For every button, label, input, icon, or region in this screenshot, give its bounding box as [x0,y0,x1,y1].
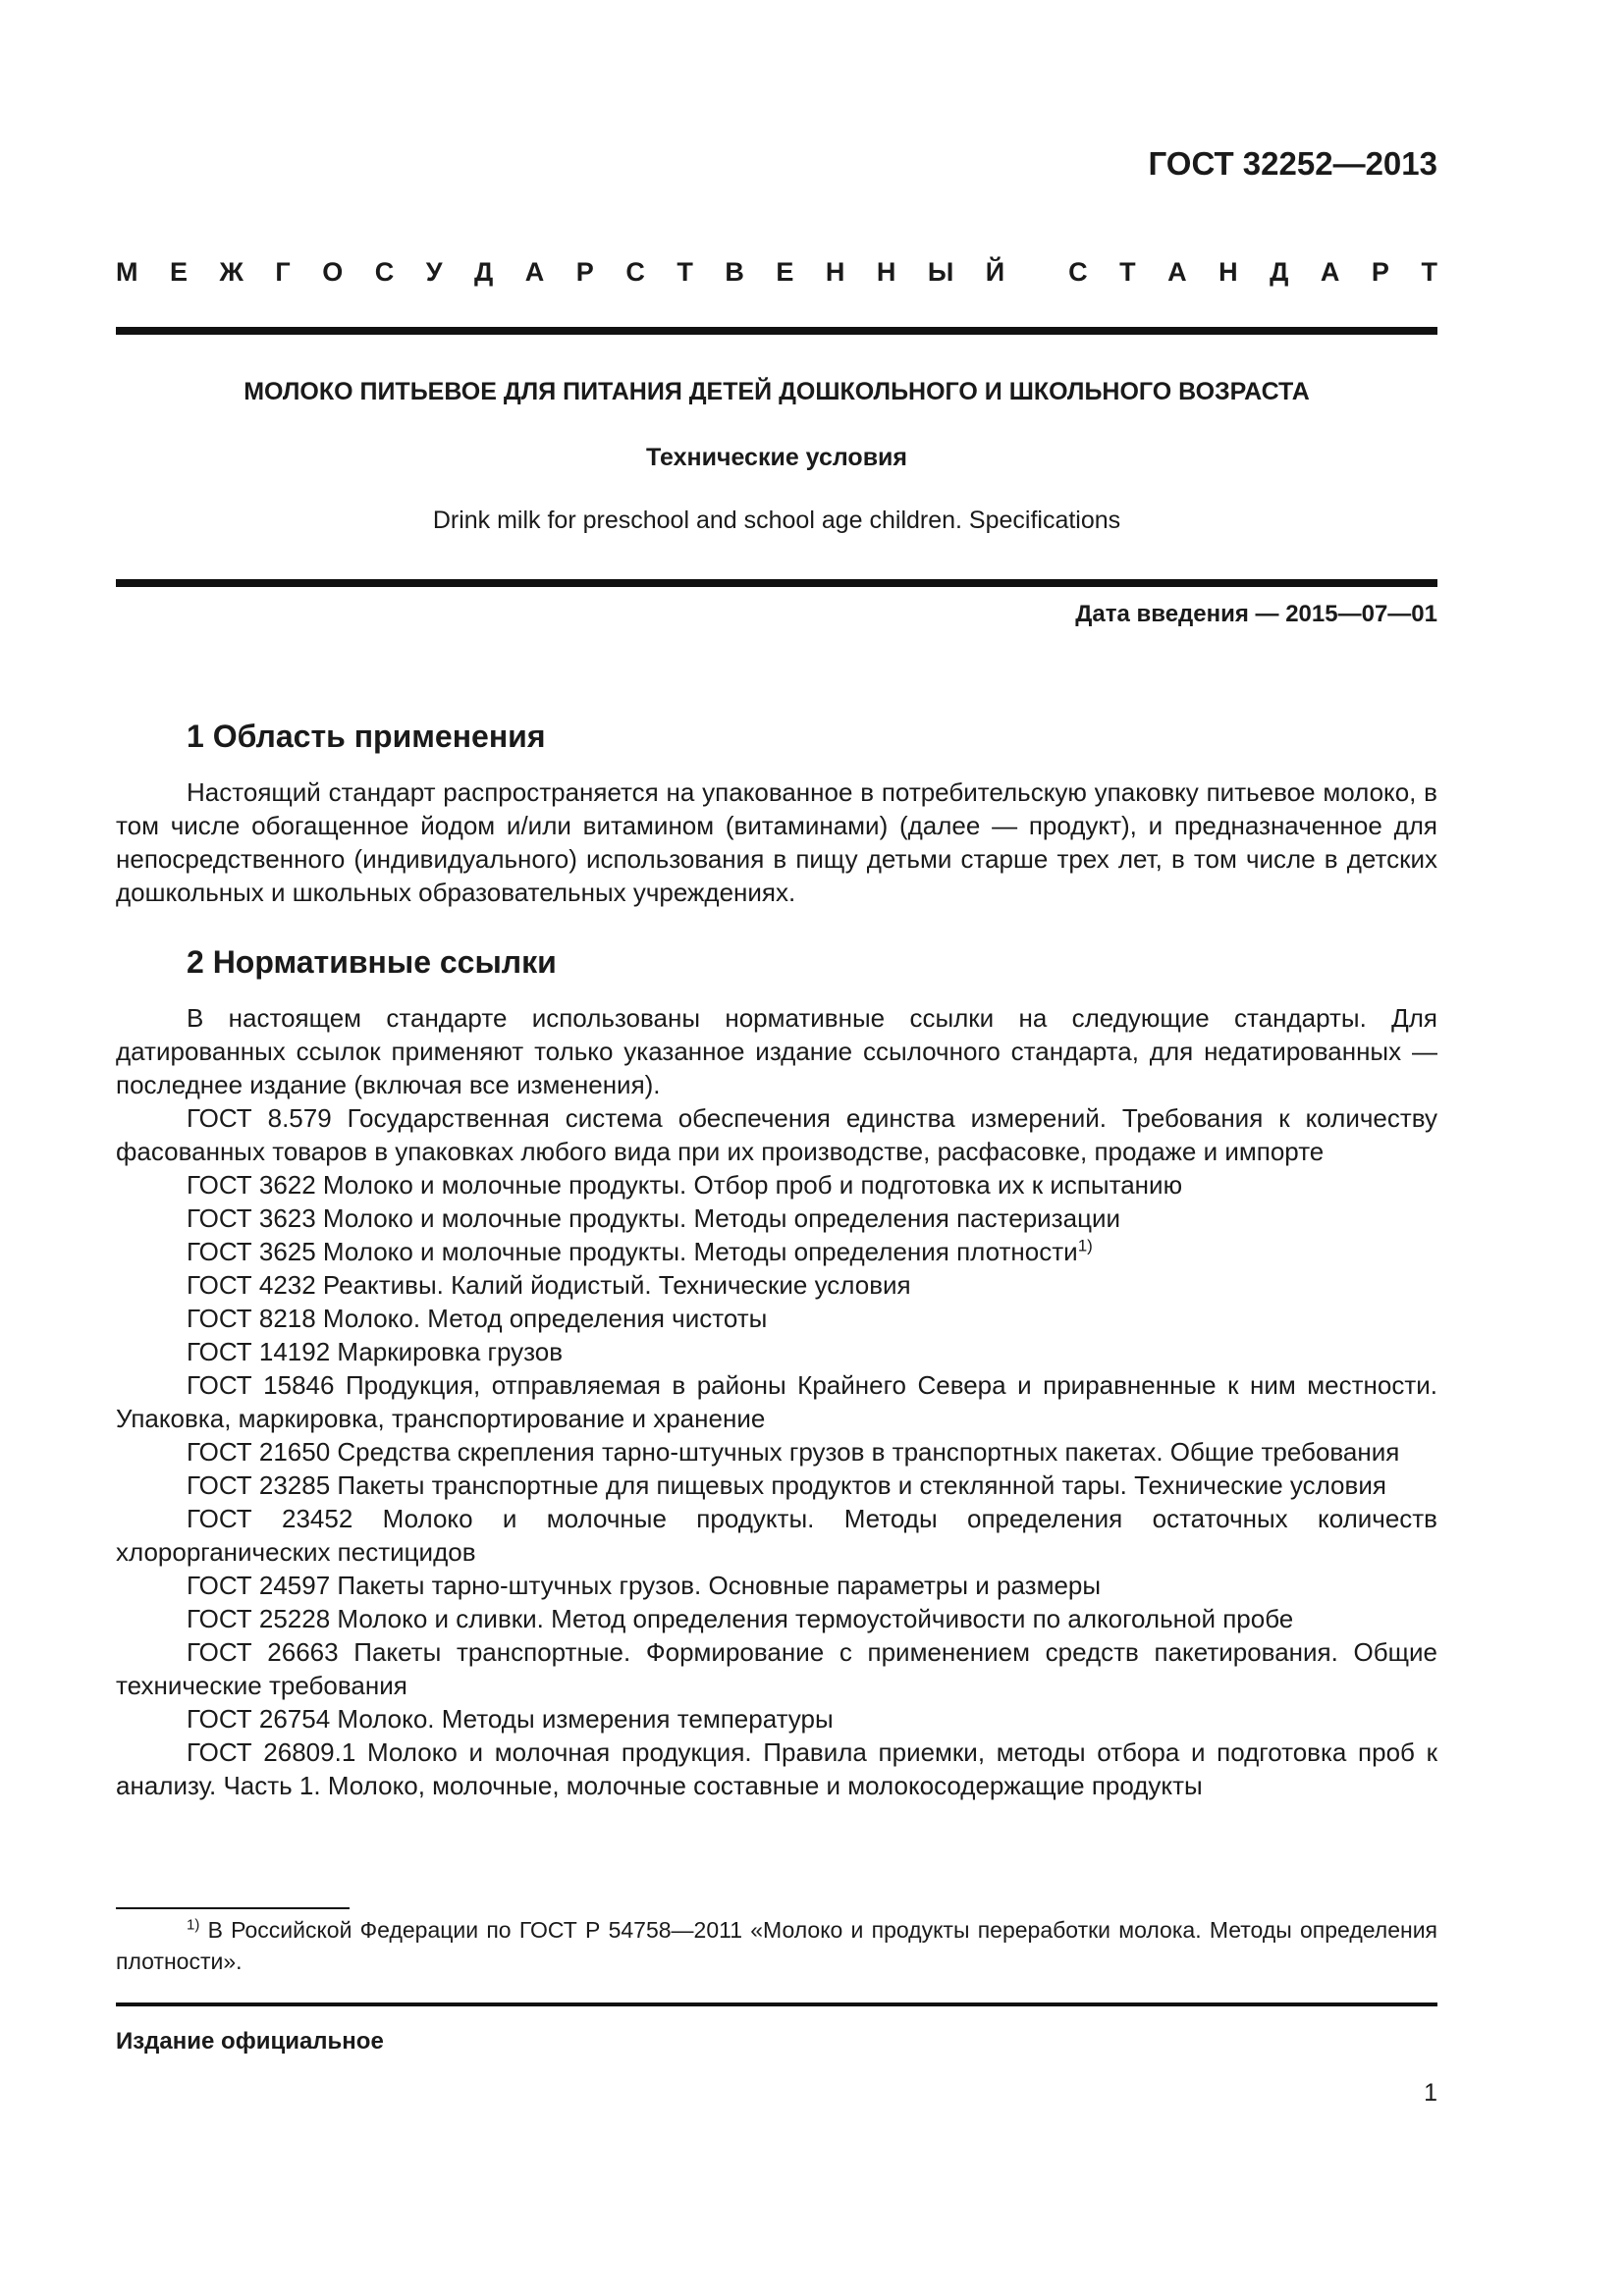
footnote-marker: 1) [187,1916,200,1934]
footnote-reference: 1) [1077,1236,1093,1255]
standard-kind-letter: Д [474,257,494,287]
footnote-separator [116,1907,350,1909]
section-heading-references: 2 Нормативные ссылки [187,944,557,980]
footnote [116,1914,1437,1977]
paragraph: В настоящем стандарте использованы нормативные ссылки на следующие стандарты. Для датированных ссылок применяют только указанное издание ссылочного стандарта, для недатированных — последнее издание (включая все изменения). [116,1003,1437,1099]
document-subtitle: Технические условия [645,444,908,471]
edition-label: Издание официальное [116,2028,384,2055]
standard-kind [116,257,1437,288]
document-english-title: Drink milk for preschool and school age children. Specifications [432,507,1121,534]
footer-divider [116,2002,1437,2006]
standard-kind-letter: Р [575,257,594,287]
title-divider [116,579,1437,587]
reference-item: ГОСТ 21650 Средства скрепления тарно-штучных грузов в транспортных пакетах. Общие требования [187,1437,1400,1467]
standard-kind-letter: Н [825,257,845,287]
paragraph: Настоящий стандарт распространяется на упакованное в потребительскую упаковку питьевое молоко, в том числе обогащенное йодом и/или витамином (витаминами) (далее — продукт), и предназначенное для непосредственного (индивидуального) использования в пищу детьми старше трех лет, в том числе в детских дошкольных и школьных образовательных учреждениях. [116,777,1437,907]
standard-kind-letter: Е [776,257,794,287]
reference-item: ГОСТ 4232 Реактивы. Калий йодистый. Технические условия [187,1270,911,1300]
document-number: ГОСТ 32252—2013 [1148,145,1437,182]
standard-kind-letter: С [625,257,645,287]
standard-kind-letter: Р [1371,257,1389,287]
document-title: МОЛОКО ПИТЬЕВОЕ ДЛЯ ПИТАНИЯ ДЕТЕЙ ДОШКОЛЬНОГО И ШКОЛЬНОГО ВОЗРАСТА [244,378,1310,405]
page-number: 1 [1424,2079,1437,2107]
reference-item: ГОСТ 24597 Пакеты тарно-штучных грузов. Основные параметры и размеры [187,1571,1102,1600]
reference-item: ГОСТ 8.579 Государственная система обеспечения единства измерений. Требования к количеству фасованных товаров в упаковках любого вида при их производстве, расфасовке, продаже и импорте [116,1103,1437,1166]
standard-kind-letter: М [116,257,138,287]
standard-kind-letter: Н [1218,257,1238,287]
reference-item: ГОСТ 8218 Молоко. Метод определения чистоты [187,1304,768,1333]
standard-kind-letter: Д [1270,257,1289,287]
standard-kind-letter: А [1320,257,1340,287]
footnote-text: В Российской Федерации по ГОСТ Р 54758—2011 «Молоко и продукты переработки молока. Методы определения плотности». [116,1917,1437,1974]
standard-kind-letter: С [374,257,395,287]
reference-text: ГОСТ 3625 Молоко и молочные продукты. Методы определения плотности [187,1237,1078,1266]
introduction-date: Дата введения — 2015—07—01 [1075,601,1437,627]
standard-kind-letter: Й [985,257,1005,287]
header-divider [116,327,1437,335]
section-heading-scope: 1 Область применения [187,719,546,754]
reference-item [116,1235,1437,1268]
standard-kind-letter: Ж [219,257,244,287]
reference-item: ГОСТ 3622 Молоко и молочные продукты. Отбор проб и подготовка их к испытанию [187,1170,1183,1200]
standard-kind-letter: В [725,257,744,287]
standard-kind-letter: Ы [927,257,954,287]
standard-kind-letter: Т [1421,257,1437,287]
standard-kind-letter: Н [876,257,896,287]
reference-item: ГОСТ 23452 Молоко и молочные продукты. Методы определения остаточных количеств хлорорганических пестицидов [116,1504,1437,1567]
standard-kind-letter: Г [275,257,291,287]
reference-item: ГОСТ 25228 Молоко и сливки. Метод определения термоустойчивости по алкогольной пробе [187,1604,1294,1633]
standard-kind-letter: О [322,257,344,287]
reference-item: ГОСТ 15846 Продукция, отправляемая в районы Крайнего Севера и приравненные к ним местности. Упаковка, маркировка, транспортирование и хранение [116,1370,1437,1433]
standard-kind-letter: Т [1119,257,1136,287]
standard-kind-letter: С [1068,257,1088,287]
standard-kind-letter: Е [170,257,189,287]
reference-item: ГОСТ 26809.1 Молоко и молочная продукция. Правила приемки, методы отбора и подготовка проб к анализу. Часть 1. Молоко, молочные, молочные составные и молокосодержащие продукты [116,1737,1437,1800]
reference-item: ГОСТ 26663 Пакеты транспортные. Формирование с применением средств пакетирования. Общие технические требования [116,1637,1437,1700]
document-body [116,717,1437,1802]
standard-kind-letter: Т [677,257,693,287]
standard-kind-letter: А [524,257,545,287]
standard-kind-letter: А [1167,257,1187,287]
reference-item: ГОСТ 14192 Маркировка грузов [187,1337,564,1366]
reference-item: ГОСТ 3623 Молоко и молочные продукты. Методы определения пастеризации [187,1203,1121,1233]
standard-kind-letter: У [425,257,443,287]
reference-item: ГОСТ 23285 Пакеты транспортные для пищевых продуктов и стеклянной тары. Технические условия [187,1470,1386,1500]
reference-item: ГОСТ 26754 Молоко. Методы измерения температуры [187,1704,834,1734]
